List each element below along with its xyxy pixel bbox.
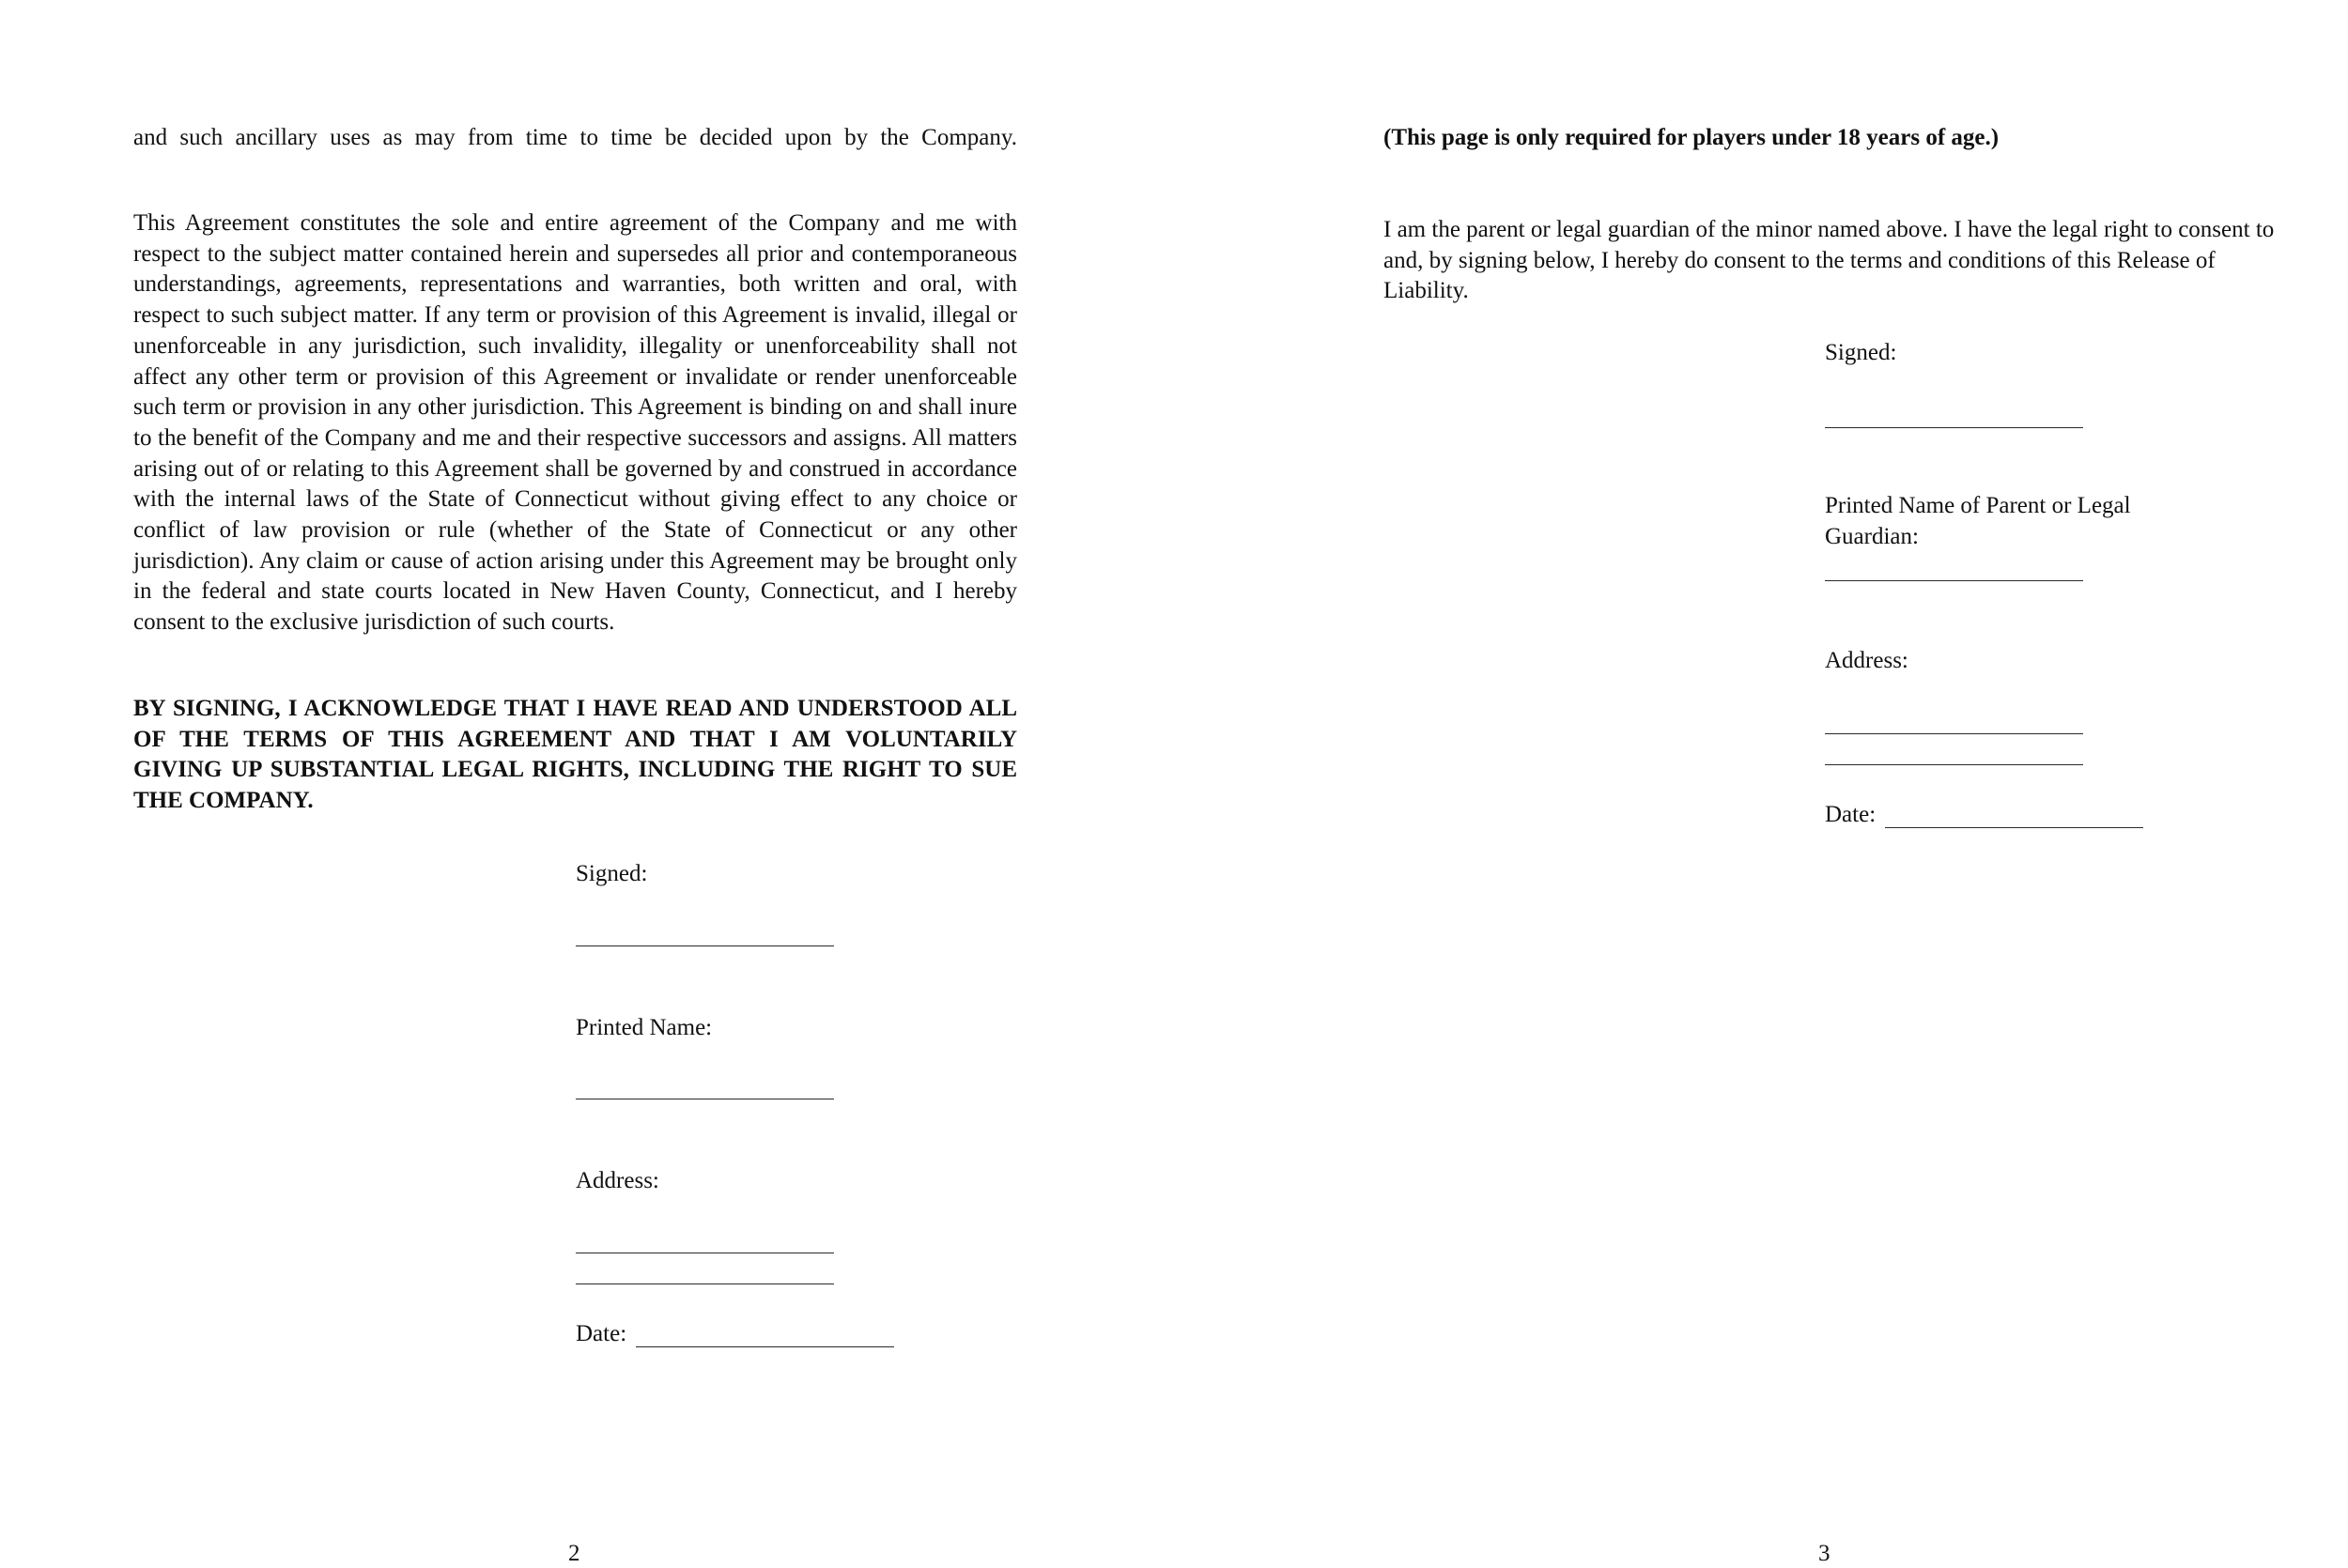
continuation-line: and such ancillary uses as may from time to time be decided upon by the Company. [133, 125, 1017, 150]
guardian-printed-name-line[interactable] [1825, 580, 2083, 581]
agreement-paragraph: This Agreement constitutes the sole and entire agreement of the Company and me with respect to the subject matter contained herein and supersedes all prior and contemporaneous understandings, agreements, representations and warranties, both written and oral, with respect to such subject matter. If any term or provision of this Agreement is invalid, illegal or unenforceable in any jurisdiction, such invalidity, illegality or unenforceability shall not affect any other term or provision of this Agreement or invalidate or render unenforceable such term or provision in any other jurisdiction. This Agreement is binding on and shall inure to the benefit of the Company and me and their respective successors and assigns. All matters arising out of or relating to this Agreement shall be governed by and construed in accordance with the internal laws of the State of Connecticut without giving effect to any choice or conflict of law provision or rule (whether of the State of Connecticut or any other jurisdiction). Any claim or cause of action arising under this Agreement may be brought only in the federal and state courts located in New Haven County, Connecticut, and I hereby consent to the exclusive jurisdiction of such courts. [133, 210, 1017, 636]
guardian-printed-name-label: Printed Name of Parent or Legal Guardian: [1825, 493, 2131, 549]
guardian-address-line-1[interactable] [1825, 733, 2083, 734]
date-line[interactable] [636, 1346, 894, 1347]
date-label: Date: [576, 1321, 627, 1346]
guardian-signed-label: Signed: [1825, 340, 1897, 365]
minor-notice: (This page is only required for players under 18 years of age.) [1383, 125, 2000, 150]
page-number: 2 [568, 1541, 580, 1566]
page-number: 3 [1818, 1541, 1831, 1566]
document-page-2 [0, 0, 1174, 1566]
guardian-date-line[interactable] [1885, 827, 2143, 828]
signature-line[interactable] [576, 945, 834, 946]
signed-label: Signed: [576, 861, 648, 886]
guardian-address-label: Address: [1825, 648, 1908, 673]
guardian-date-label: Date: [1825, 802, 1877, 827]
printed-name-label: Printed Name: [576, 1015, 713, 1040]
guardian-address-line-2[interactable] [1825, 764, 2083, 765]
guardian-paragraph: I am the parent or legal guardian of the minor named above. I have the legal right to consent to and, by signing below, I hereby do consent to the terms and conditions of this Release of Liability. [1383, 217, 2275, 304]
document-page-3 [1174, 0, 2348, 1566]
address-label: Address: [576, 1168, 659, 1193]
acknowledgement-paragraph: BY SIGNING, I ACKNOWLEDGE THAT I HAVE READ AND UNDERSTOOD ALL OF THE TERMS OF THIS AGREEMENT AND THAT I AM VOLUNTARILY GIVING UP SUBSTANTIAL LEGAL RIGHTS, INCLUDING THE RIGHT TO SUE THE COMPANY. [133, 696, 1017, 814]
guardian-signature-line[interactable] [1825, 427, 2083, 428]
